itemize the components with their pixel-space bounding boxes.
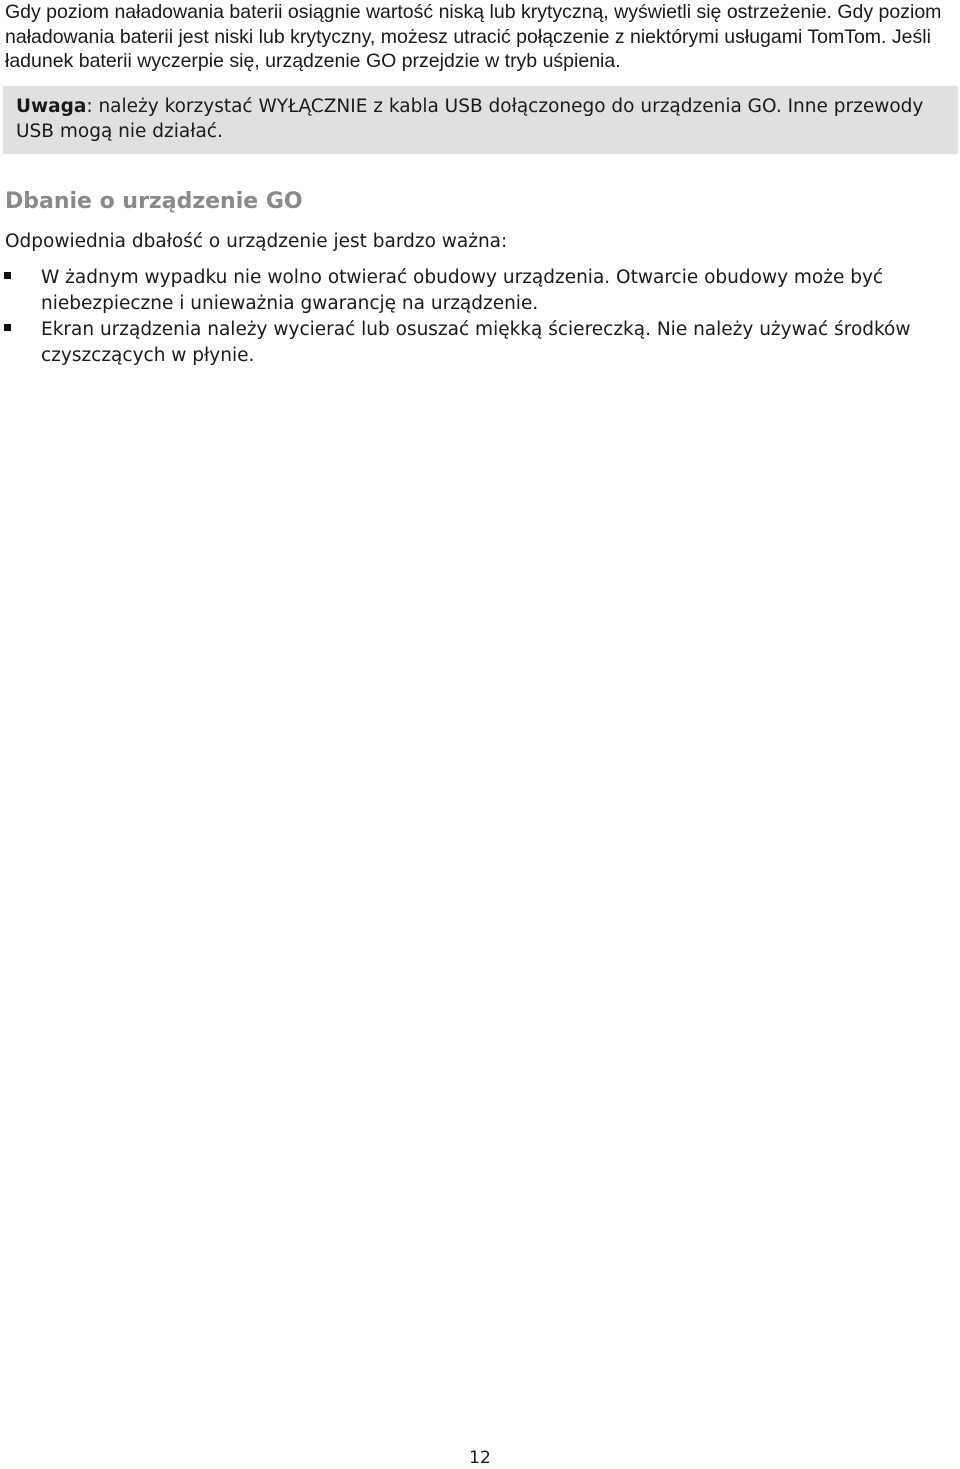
note-label: Uwaga [16,96,87,117]
section-lead: Odpowiednia dbałość o urządzenie jest bardzo ważna: [5,231,508,252]
square-bullet-icon [4,324,11,331]
usb-note-box [3,86,958,154]
square-bullet-icon [4,272,11,279]
list-item-text: W żadnym wypadku nie wolno otwierać obudowy urządzenia. Otwarcie obudowy może być niebezpieczne i unieważnia gwarancję na urządzenie. [41,267,884,314]
page-number: 12 [469,1448,491,1468]
list-item [0,317,940,368]
care-instructions-list [0,265,940,369]
section-heading: Dbanie o urządzenie GO [5,189,303,214]
list-item-text: Ekran urządzenia należy wycierać lub osuszać miękką ściereczką. Nie należy używać środków czyszczących w płynie. [41,319,911,366]
battery-warning-paragraph: Gdy poziom naładowania baterii osiągnie wartość niską lub krytyczną, wyświetli się ostrzeżenie. Gdy poziom naładowania baterii jest niski lub krytyczny, możesz utracić połączenie z niektórymi usługami TomTom. Jeśli ładunek baterii wyczerpie się, urządzenie GO przejdzie w tryb uśpienia. [5,1,942,72]
note-text: : należy korzystać WYŁĄCZNIE z kabla USB dołączonego do urządzenia GO. Inne przewody USB mogą nie działać. [16,96,924,142]
list-item [0,265,940,316]
